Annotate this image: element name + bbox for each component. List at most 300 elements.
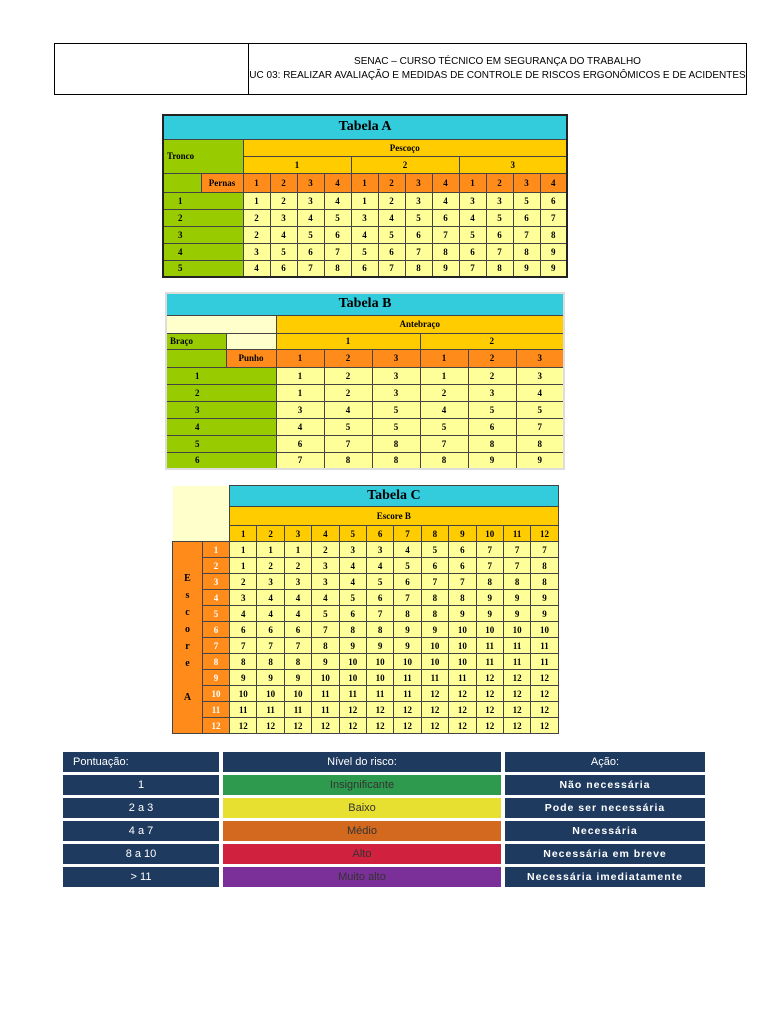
header-line2: UC 03: REALIZAR AVALIAÇÃO E MEDIDAS DE CONTROLE DE RISCOS ERGONÔMICOS E DE ACIDENTES bbox=[249, 70, 746, 81]
tabela-a bbox=[162, 114, 568, 278]
table-cell: 8 bbox=[449, 590, 476, 606]
table-cell: 7 bbox=[230, 638, 257, 654]
table-row bbox=[173, 590, 559, 606]
table-cell: 6 bbox=[540, 192, 567, 209]
table-cell: 7 bbox=[421, 574, 448, 590]
row-axis-label: Braço bbox=[166, 333, 226, 349]
table-row bbox=[166, 367, 564, 384]
table-cell: 3 bbox=[459, 192, 486, 209]
sub-axis-label: Pernas bbox=[201, 173, 243, 192]
row-axis-letter: A bbox=[183, 691, 192, 703]
row-header: 2 bbox=[166, 384, 276, 401]
table-cell: 11 bbox=[312, 702, 339, 718]
column-header: 2 bbox=[270, 173, 297, 192]
table-cell: 4 bbox=[394, 542, 421, 558]
column-header: 2 bbox=[324, 349, 372, 367]
table-cell: 9 bbox=[476, 606, 503, 622]
table-cell: 6 bbox=[366, 590, 393, 606]
table-cell: 4 bbox=[284, 590, 311, 606]
table-cell: 4 bbox=[339, 574, 366, 590]
column-header: 1 bbox=[243, 173, 270, 192]
table-cell: 5 bbox=[270, 243, 297, 260]
table-cell: 9 bbox=[230, 670, 257, 686]
table-cell: 9 bbox=[284, 670, 311, 686]
table-cell: 12 bbox=[449, 686, 476, 702]
row-header: 3 bbox=[166, 401, 276, 418]
table-cell: 3 bbox=[372, 384, 420, 401]
table-cell: 10 bbox=[257, 686, 284, 702]
column-header: 3 bbox=[516, 349, 564, 367]
table-cell: 11 bbox=[503, 654, 530, 670]
table-row bbox=[173, 718, 559, 734]
table-cell: 6 bbox=[270, 260, 297, 277]
action-cell: Pode ser necessária bbox=[505, 798, 705, 818]
table-cell: 12 bbox=[230, 718, 257, 734]
table-cell: 8 bbox=[394, 606, 421, 622]
table-cell: 11 bbox=[476, 638, 503, 654]
table-cell: 1 bbox=[284, 542, 311, 558]
table-cell: 5 bbox=[513, 192, 540, 209]
legend-row bbox=[63, 844, 705, 864]
group-header: 2 bbox=[420, 333, 564, 349]
row-header: 3 bbox=[163, 226, 243, 243]
table-cell: 8 bbox=[257, 654, 284, 670]
table-cell: 5 bbox=[324, 418, 372, 435]
table-cell: 7 bbox=[312, 622, 339, 638]
table-cell: 10 bbox=[421, 638, 448, 654]
table-row bbox=[163, 260, 567, 277]
table-cell: 4 bbox=[257, 590, 284, 606]
table-cell: 10 bbox=[339, 670, 366, 686]
column-header: 2 bbox=[257, 526, 284, 542]
table-cell: 8 bbox=[420, 452, 468, 469]
row-header: 2 bbox=[163, 209, 243, 226]
table-cell: 7 bbox=[476, 542, 503, 558]
tabela-c bbox=[172, 485, 559, 734]
table-cell: 8 bbox=[432, 243, 459, 260]
row-axis-letter: e bbox=[185, 657, 190, 669]
table-cell: 10 bbox=[449, 638, 476, 654]
table-cell: 7 bbox=[449, 574, 476, 590]
table-cell: 12 bbox=[476, 718, 503, 734]
column-group-label: Antebraço bbox=[276, 315, 564, 333]
table-cell: 7 bbox=[257, 638, 284, 654]
score-cell: 8 a 10 bbox=[63, 844, 219, 864]
table-cell: 9 bbox=[421, 622, 448, 638]
table-cell: 10 bbox=[394, 654, 421, 670]
table-row bbox=[166, 435, 564, 452]
table-row bbox=[166, 452, 564, 469]
table-cell: 12 bbox=[531, 686, 558, 702]
table-cell: 4 bbox=[243, 260, 270, 277]
score-cell: 1 bbox=[63, 775, 219, 795]
blank-cell bbox=[173, 486, 230, 542]
table-cell: 7 bbox=[324, 243, 351, 260]
table-cell: 4 bbox=[324, 401, 372, 418]
title-row bbox=[166, 293, 564, 315]
table-row bbox=[173, 638, 559, 654]
table-cell: 3 bbox=[366, 542, 393, 558]
table-cell: 11 bbox=[531, 654, 558, 670]
table-cell: 7 bbox=[366, 606, 393, 622]
table-cell: 6 bbox=[284, 622, 311, 638]
table-cell: 1 bbox=[230, 558, 257, 574]
table-cell: 8 bbox=[486, 260, 513, 277]
table-cell: 12 bbox=[476, 670, 503, 686]
table-row bbox=[173, 654, 559, 670]
table-cell: 12 bbox=[531, 670, 558, 686]
table-cell: 4 bbox=[297, 209, 324, 226]
table-cell: 8 bbox=[230, 654, 257, 670]
row-header: 4 bbox=[203, 590, 230, 606]
risk-level-cell: Baixo bbox=[223, 798, 501, 818]
title-row bbox=[173, 486, 559, 507]
table-cell: 7 bbox=[297, 260, 324, 277]
legend-header-row bbox=[63, 752, 705, 772]
table-cell: 1 bbox=[276, 367, 324, 384]
table-cell: 3 bbox=[243, 243, 270, 260]
row-header: 8 bbox=[203, 654, 230, 670]
table-cell: 4 bbox=[516, 384, 564, 401]
table-cell: 6 bbox=[378, 243, 405, 260]
column-header: 4 bbox=[324, 173, 351, 192]
table-cell: 4 bbox=[312, 590, 339, 606]
table-cell: 9 bbox=[531, 606, 558, 622]
table-cell: 8 bbox=[405, 260, 432, 277]
column-header: 12 bbox=[531, 526, 558, 542]
row-axis-letter bbox=[173, 672, 202, 689]
table-cell: 12 bbox=[449, 718, 476, 734]
table-row bbox=[163, 243, 567, 260]
column-header: 8 bbox=[421, 526, 448, 542]
table-cell: 10 bbox=[421, 654, 448, 670]
table-cell: 8 bbox=[531, 558, 558, 574]
column-header: 3 bbox=[297, 173, 324, 192]
table-title: Tabela C bbox=[230, 486, 559, 507]
table-cell: 5 bbox=[394, 558, 421, 574]
action-cell: Necessária imediatamente bbox=[505, 867, 705, 887]
table-cell: 11 bbox=[230, 702, 257, 718]
table-cell: 12 bbox=[503, 702, 530, 718]
column-header: 3 bbox=[372, 349, 420, 367]
row-header: 7 bbox=[203, 638, 230, 654]
row-axis-letter: s bbox=[185, 589, 190, 601]
column-header: 4 bbox=[312, 526, 339, 542]
table-cell: 5 bbox=[405, 209, 432, 226]
table-cell: 10 bbox=[531, 622, 558, 638]
column-header: 3 bbox=[284, 526, 311, 542]
table-cell: 4 bbox=[276, 418, 324, 435]
column-header: 2 bbox=[468, 349, 516, 367]
table-cell: 6 bbox=[230, 622, 257, 638]
table-cell: 3 bbox=[351, 209, 378, 226]
table-cell: 11 bbox=[531, 638, 558, 654]
table-cell: 6 bbox=[421, 558, 448, 574]
table-cell: 12 bbox=[503, 670, 530, 686]
table-cell: 6 bbox=[351, 260, 378, 277]
table-cell: 12 bbox=[257, 718, 284, 734]
table-cell: 4 bbox=[230, 606, 257, 622]
row-header: 4 bbox=[166, 418, 276, 435]
group-label-row bbox=[166, 315, 564, 333]
table-cell: 8 bbox=[516, 435, 564, 452]
table-cell: 4 bbox=[420, 401, 468, 418]
table-cell: 4 bbox=[324, 192, 351, 209]
table-cell: 9 bbox=[394, 622, 421, 638]
table-cell: 7 bbox=[432, 226, 459, 243]
table-cell: 12 bbox=[339, 718, 366, 734]
table-row bbox=[166, 418, 564, 435]
row-header: 11 bbox=[203, 702, 230, 718]
table-row bbox=[166, 401, 564, 418]
table-row bbox=[173, 622, 559, 638]
table-cell: 5 bbox=[324, 209, 351, 226]
row-axis-letter: o bbox=[185, 623, 190, 635]
column-header: 10 bbox=[476, 526, 503, 542]
table-cell: 12 bbox=[503, 686, 530, 702]
table-cell: 10 bbox=[366, 654, 393, 670]
action-cell: Não necessária bbox=[505, 775, 705, 795]
table-row bbox=[166, 384, 564, 401]
table-cell: 11 bbox=[394, 670, 421, 686]
table-cell: 1 bbox=[243, 192, 270, 209]
table-cell: 7 bbox=[324, 435, 372, 452]
table-cell: 10 bbox=[449, 654, 476, 670]
table-cell: 2 bbox=[270, 192, 297, 209]
table-cell: 5 bbox=[378, 226, 405, 243]
table-cell: 4 bbox=[432, 192, 459, 209]
row-header: 12 bbox=[203, 718, 230, 734]
table-cell: 7 bbox=[516, 418, 564, 435]
table-row bbox=[163, 226, 567, 243]
legend-row bbox=[63, 821, 705, 841]
table-cell: 5 bbox=[312, 606, 339, 622]
group-header: 1 bbox=[243, 156, 351, 173]
table-cell: 3 bbox=[468, 384, 516, 401]
group-header: 1 bbox=[276, 333, 420, 349]
table-cell: 2 bbox=[312, 542, 339, 558]
column-header: 5 bbox=[339, 526, 366, 542]
table-cell: 4 bbox=[339, 558, 366, 574]
column-header: 1 bbox=[459, 173, 486, 192]
table-cell: 2 bbox=[378, 192, 405, 209]
table-cell: 12 bbox=[421, 718, 448, 734]
row-header: 5 bbox=[203, 606, 230, 622]
row-header: 1 bbox=[203, 542, 230, 558]
table-title: Tabela A bbox=[163, 115, 567, 139]
table-cell: 4 bbox=[459, 209, 486, 226]
row-header: 1 bbox=[163, 192, 243, 209]
table-cell: 3 bbox=[486, 192, 513, 209]
table-cell: 8 bbox=[372, 435, 420, 452]
table-cell: 6 bbox=[486, 226, 513, 243]
row-axis-label bbox=[173, 542, 203, 734]
group-header: 2 bbox=[351, 156, 459, 173]
table-cell: 12 bbox=[476, 686, 503, 702]
table-cell: 9 bbox=[540, 260, 567, 277]
tabela-b bbox=[165, 292, 565, 470]
table-cell: 11 bbox=[394, 686, 421, 702]
table-cell: 5 bbox=[516, 401, 564, 418]
table-cell: 11 bbox=[476, 654, 503, 670]
risk-level-header: Nível do risco: bbox=[223, 752, 501, 772]
action-cell: Necessária em breve bbox=[505, 844, 705, 864]
row-header: 6 bbox=[166, 452, 276, 469]
row-header: 9 bbox=[203, 670, 230, 686]
table-cell: 6 bbox=[297, 243, 324, 260]
table-cell: 12 bbox=[312, 718, 339, 734]
table-cell: 6 bbox=[394, 574, 421, 590]
row-header: 10 bbox=[203, 686, 230, 702]
table-cell: 11 bbox=[339, 686, 366, 702]
sub-axis-label: Punho bbox=[226, 349, 276, 367]
table-cell: 1 bbox=[351, 192, 378, 209]
table-cell: 8 bbox=[366, 622, 393, 638]
column-header: 3 bbox=[405, 173, 432, 192]
table-cell: 10 bbox=[230, 686, 257, 702]
row-axis-letter: c bbox=[185, 606, 190, 618]
table-cell: 9 bbox=[513, 260, 540, 277]
column-header: 7 bbox=[394, 526, 421, 542]
table-cell: 9 bbox=[394, 638, 421, 654]
row-header: 5 bbox=[163, 260, 243, 277]
table-cell: 5 bbox=[459, 226, 486, 243]
table-cell: 8 bbox=[372, 452, 420, 469]
column-header: 1 bbox=[230, 526, 257, 542]
table-cell: 1 bbox=[276, 384, 324, 401]
table-cell: 4 bbox=[284, 606, 311, 622]
table-cell: 7 bbox=[420, 435, 468, 452]
score-cell: 4 a 7 bbox=[63, 821, 219, 841]
sub-header-row bbox=[166, 349, 564, 367]
table-cell: 8 bbox=[513, 243, 540, 260]
table-cell: 2 bbox=[257, 558, 284, 574]
table-cell: 7 bbox=[503, 558, 530, 574]
table-cell: 12 bbox=[449, 702, 476, 718]
column-header: 9 bbox=[449, 526, 476, 542]
table-cell: 6 bbox=[449, 558, 476, 574]
table-cell: 3 bbox=[372, 367, 420, 384]
table-cell: 6 bbox=[432, 209, 459, 226]
table-cell: 9 bbox=[540, 243, 567, 260]
row-header: 2 bbox=[203, 558, 230, 574]
table-cell: 6 bbox=[459, 243, 486, 260]
table-row bbox=[163, 209, 567, 226]
table-cell: 9 bbox=[257, 670, 284, 686]
row-header: 4 bbox=[163, 243, 243, 260]
table-cell: 3 bbox=[405, 192, 432, 209]
table-row bbox=[173, 558, 559, 574]
row-axis-letter: E bbox=[184, 572, 191, 584]
table-cell: 4 bbox=[378, 209, 405, 226]
table-cell: 12 bbox=[531, 718, 558, 734]
row-header: 1 bbox=[166, 367, 276, 384]
table-cell: 8 bbox=[421, 606, 448, 622]
table-cell: 11 bbox=[312, 686, 339, 702]
score-cell: 2 a 3 bbox=[63, 798, 219, 818]
table-cell: 5 bbox=[351, 243, 378, 260]
table-cell: 9 bbox=[339, 638, 366, 654]
header-title-cell bbox=[249, 44, 746, 94]
table-cell: 4 bbox=[351, 226, 378, 243]
table-cell: 9 bbox=[366, 638, 393, 654]
group-header: 3 bbox=[459, 156, 567, 173]
table-cell: 8 bbox=[324, 260, 351, 277]
table-cell: 6 bbox=[449, 542, 476, 558]
table-cell: 2 bbox=[468, 367, 516, 384]
table-cell: 2 bbox=[284, 558, 311, 574]
table-cell: 8 bbox=[540, 226, 567, 243]
row-header: 6 bbox=[203, 622, 230, 638]
row-header: 5 bbox=[166, 435, 276, 452]
table-cell: 9 bbox=[503, 590, 530, 606]
table-title: Tabela B bbox=[166, 293, 564, 315]
table-cell: 6 bbox=[276, 435, 324, 452]
table-cell: 3 bbox=[230, 590, 257, 606]
table-cell: 6 bbox=[257, 622, 284, 638]
table-cell: 5 bbox=[468, 401, 516, 418]
table-cell: 12 bbox=[366, 702, 393, 718]
column-header: 3 bbox=[513, 173, 540, 192]
header-logo-cell bbox=[55, 44, 249, 94]
table-cell: 12 bbox=[284, 718, 311, 734]
column-label-row bbox=[173, 507, 559, 526]
blank-cell bbox=[226, 333, 276, 349]
table-cell: 11 bbox=[503, 638, 530, 654]
risk-level-cell: Insignificante bbox=[223, 775, 501, 795]
table-cell: 12 bbox=[531, 702, 558, 718]
table-cell: 5 bbox=[366, 574, 393, 590]
column-axis-label: Escore B bbox=[230, 507, 559, 526]
table-cell: 7 bbox=[540, 209, 567, 226]
blank-cell bbox=[166, 349, 226, 367]
table-cell: 9 bbox=[449, 606, 476, 622]
table-cell: 6 bbox=[405, 226, 432, 243]
table-row bbox=[163, 192, 567, 209]
table-cell: 10 bbox=[339, 654, 366, 670]
table-cell: 10 bbox=[503, 622, 530, 638]
table-cell: 12 bbox=[421, 686, 448, 702]
table-cell: 7 bbox=[276, 452, 324, 469]
table-cell: 5 bbox=[372, 401, 420, 418]
table-cell: 7 bbox=[503, 542, 530, 558]
table-cell: 6 bbox=[339, 606, 366, 622]
group-row bbox=[166, 333, 564, 349]
table-cell: 8 bbox=[468, 435, 516, 452]
table-cell: 10 bbox=[366, 670, 393, 686]
table-cell: 6 bbox=[324, 226, 351, 243]
column-group-label: Pescoço bbox=[243, 139, 567, 156]
table-cell: 8 bbox=[339, 622, 366, 638]
action-header: Ação: bbox=[505, 752, 705, 772]
table-cell: 12 bbox=[503, 718, 530, 734]
table-cell: 2 bbox=[324, 384, 372, 401]
header-line1: SENAC – CURSO TÉCNICO EM SEGURANÇA DO TRABALHO bbox=[354, 56, 641, 67]
action-cell: Necessária bbox=[505, 821, 705, 841]
risk-level-cell: Alto bbox=[223, 844, 501, 864]
column-header: 4 bbox=[432, 173, 459, 192]
table-cell: 10 bbox=[284, 686, 311, 702]
table-cell: 12 bbox=[394, 718, 421, 734]
table-cell: 8 bbox=[503, 574, 530, 590]
table-cell: 12 bbox=[366, 718, 393, 734]
table-row bbox=[173, 606, 559, 622]
table-cell: 5 bbox=[486, 209, 513, 226]
table-cell: 8 bbox=[421, 590, 448, 606]
table-cell: 7 bbox=[513, 226, 540, 243]
table-row bbox=[173, 686, 559, 702]
table-cell: 2 bbox=[243, 209, 270, 226]
